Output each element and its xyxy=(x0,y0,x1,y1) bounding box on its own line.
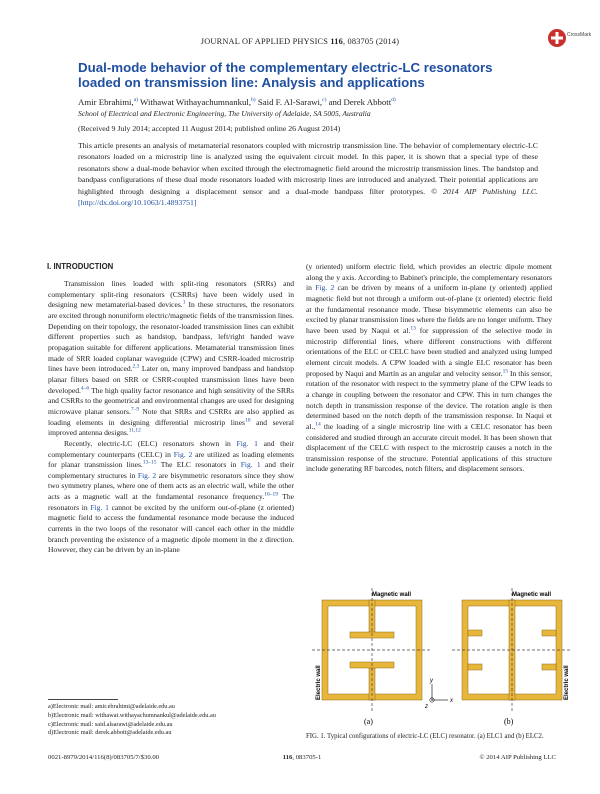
footnote-divider xyxy=(48,699,118,700)
author-4-mark[interactable]: d) xyxy=(391,97,396,104)
ref-link[interactable]: 15 xyxy=(502,368,509,375)
intro-paragraph-3: (y oriented) uniform electric field, which provides an electric dipole moment along the y axis. According to Babinet's principle, the complementary resonators in Fig. 2 can be driven by means of a uniform in-plane (y oriented) applied magnetic field but not through a uniform out-of-plane (z oriented) electric field at the fundamental resonance mode. These bisymmetric elements can also be excited by planar transmission lines where the fields are no longer uniform. They have been used by Naqui et al.$^{13}$ for suppression of the selective mode in microstrip differential lines, where different constructions with different orientations of the ELC or CELC have been studied and analyzed using lumped element circuit models. A CPW loaded with a single ELC resonator has been proposed by Naqui and Martín as an angular and velocity sensor.$^{15}$ In this sensor, rotation of the resonator with respect to the symmetry plane of the CPW leads to a change in coupling between the resonator and CPW. This in turn changes the notch depth in transmission response of the device. The rotation angle is then determined based on the notch depth of the transmission response. In Naqui et al.,$^{14}$ the loading of a single microstrip line with a CELC resonator has been considered and studied through an accurate circuit model. It has been shown that displacement of the CELC with respect to the microstrip causes a notch in the transmission response of the structure. Potential applications of this structure include generating RF barcodes, notch filters, and displacement sensors. xyxy=(306,262,553,474)
electric-wall-label-b: Electric wall xyxy=(564,665,570,700)
journal-article: , 083705 (2014) xyxy=(342,37,400,46)
received-dates: (Received 9 July 2014; accepted 11 August 2014; published online 26 August 2014) xyxy=(78,124,341,133)
abstract xyxy=(78,140,538,208)
affiliation: School of Electrical and Electronic Engineering, The University of Adelaide, SA 5005, Australia xyxy=(78,109,371,118)
doi-link[interactable]: [http://dx.doi.org/10.1063/1.4893751] xyxy=(78,198,197,208)
paper-title: Dual-mode behavior of the complementary electric-LC resonators loaded on transmission line: Analysis and applications xyxy=(78,60,493,90)
axis-indicator xyxy=(430,684,448,702)
author-list xyxy=(78,97,538,108)
author-4: and Derek Abbott xyxy=(326,97,392,107)
right-column xyxy=(306,262,552,475)
left-column xyxy=(48,279,294,556)
author-1-mark[interactable]: a) xyxy=(133,97,138,104)
ref-link[interactable]: 13–15 xyxy=(142,459,157,466)
author-3: Said F. Al-Sarawi, xyxy=(255,97,323,107)
magnetic-wall-label-a: Magnetic wall xyxy=(372,592,412,598)
ref-link[interactable]: 11,12 xyxy=(128,427,141,434)
footnotes xyxy=(48,703,298,738)
ref-link[interactable]: 4–6 xyxy=(80,385,90,392)
ref-link[interactable]: 2,3 xyxy=(132,363,140,370)
journal-volume: 116 xyxy=(330,37,343,46)
figure-link[interactable]: Fig. 2 xyxy=(173,449,193,459)
figure-link[interactable]: Fig. 2 xyxy=(315,283,335,293)
author-1: Amir Ebrahimi, xyxy=(78,97,134,107)
figure-caption: FIG. 1. Typical configurations of electric-LC (ELC) resonator. (a) ELC1 and (b) ELC2. xyxy=(306,733,544,740)
abstract-copyright: © 2014 AIP Publishing LLC. xyxy=(431,186,538,196)
elc2-resonator xyxy=(452,588,570,712)
journal-name: JOURNAL OF APPLIED PHYSICS xyxy=(200,37,329,46)
author-3-mark[interactable]: c) xyxy=(322,97,327,104)
publisher-copyright: © 2014 AIP Publishing LLC xyxy=(479,754,556,761)
figure-link[interactable]: Fig. 1 xyxy=(236,438,258,448)
ref-link[interactable]: 10 xyxy=(245,417,251,424)
panel-b-label: (b) xyxy=(504,717,514,726)
journal-header xyxy=(0,37,600,46)
ref-link[interactable]: 14 xyxy=(315,421,321,428)
footnote-3: c)Electronic mail: said.alsarawi@adelaide.edu.au xyxy=(48,720,173,728)
figure-link[interactable]: Fig. 2 xyxy=(137,470,157,480)
ref-link[interactable]: 16–19 xyxy=(264,491,278,498)
crossmark-logo[interactable] xyxy=(546,27,592,49)
electric-wall-label-a: Electric wall xyxy=(316,665,322,700)
issn-line: 0021-8979/2014/116(8)/083705/7/$30.00 xyxy=(48,754,160,761)
axis-z-label: z xyxy=(425,704,428,710)
panel-a-label: (a) xyxy=(364,717,373,726)
axis-x-label: x xyxy=(450,698,453,704)
ref-link[interactable]: 7–9 xyxy=(130,406,140,413)
magnetic-wall-label-b: Magnetic wall xyxy=(512,592,552,598)
intro-paragraph-1: Transmission lines loaded with split-ring resonators (SRRs) and complementary split-ring resonators (CSRRs) have been widely used in designing new metamaterial-based devices.$^1$ In these structures, the resonators are excited through nonuniform electric/magnetic fields of the transmission lines. Depending on their topology, the resonator-loaded transmission lines can exhibit different properties such as bandstop, bandpass, left/right handed wave propagation suitable for different applications. Metamaterial transmission lines made of SRR loaded coplanar waveguide (CPW) and CSRR-loaded microstrip lines have been introduced.$^{2,3}$ Later on, many improved bandpass and bandstop planar filters based on SRR or CSRR-coupled transmission lines have been developed.$^{4-6}$ The high quality factor resonance and high sensitivity of the SRRs and CSRRs to the geometrical and environmental changes are used for designing microwave planar sensors.$^{7-9}$ Note that SRRs and CSRRs are also applied as loading elements in designing differential microstrip lines$^{10}$ and several improved antenna designs.$^{11,12}$ xyxy=(48,279,295,438)
footnote-2: b)Electronic mail: withawat.withayachumnankul@adelaide.edu.au xyxy=(48,711,216,719)
crossmark-label: CrossMark xyxy=(567,32,592,38)
intro-paragraph-2: Recently, electric-LC (ELC) resonators shown in Fig. 1 and their complementary counterparts (CELC) in Fig. 2 are utilized as loading elements for planar transmission lines.$^{13-15}$ The ELC resonators in Fig. 1 and their complementary structures in Fig. 2 are bisymmetric resonators since they show two symmetry planes, where one of them acts as an electric wall, while the other acts as a magnetic wall at the fundamental resonance frequency.$^{16-19}$ The resonators in Fig. 1 cannot be excited by the uniform out-of-plane (z oriented) magnetic field to access the fundamental resonance mode because the induced currents in the two loops of the resonator will cancel each other in the middle branch preventing the existence of a magnetic dipole moment in the z direction. However, they can be driven by an in-plane xyxy=(48,438,295,555)
page-number: 116, 083705-1 xyxy=(282,754,322,761)
section-heading: I. INTRODUCTION xyxy=(47,262,114,271)
abstract-text: This article presents an analysis of metamaterial resonators coupled with microstrip transmission line. The behavior of complementary electric-LC resonators loaded on a microstrip line is analyzed using the equivalent circuit model. In this paper, it is shown that a special type of these resonators show a dual-mode behavior when excited through the electromagnetic field around the microstrip transmission lines. The bandstop and bandpass configurations of these dual mode resonators loaded with microstrip lines are introduced and analyzed. Their potential applications are highlighted through designing a displacement sensor and a dual-mode bandpass filter prototypes. xyxy=(78,141,538,196)
axis-y-label: y xyxy=(430,678,433,684)
author-2-mark[interactable]: b) xyxy=(251,97,256,104)
ref-link[interactable]: 1 xyxy=(182,299,186,306)
figure-link[interactable]: Fig. 1 xyxy=(240,460,261,470)
ref-link[interactable]: 13 xyxy=(410,325,416,332)
figure-link[interactable]: Fig. 1 xyxy=(90,502,109,512)
footnote-4: d)Electronic mail: derek.abbott@adelaide.edu.au xyxy=(48,729,172,737)
elc1-resonator xyxy=(312,588,432,712)
figure-1 xyxy=(312,588,572,728)
footnote-1: a)Electronic mail: amir.ebrahimi@adelaide.edu.au xyxy=(48,703,175,710)
author-2: Withawat Withayachumnankul, xyxy=(137,97,252,107)
